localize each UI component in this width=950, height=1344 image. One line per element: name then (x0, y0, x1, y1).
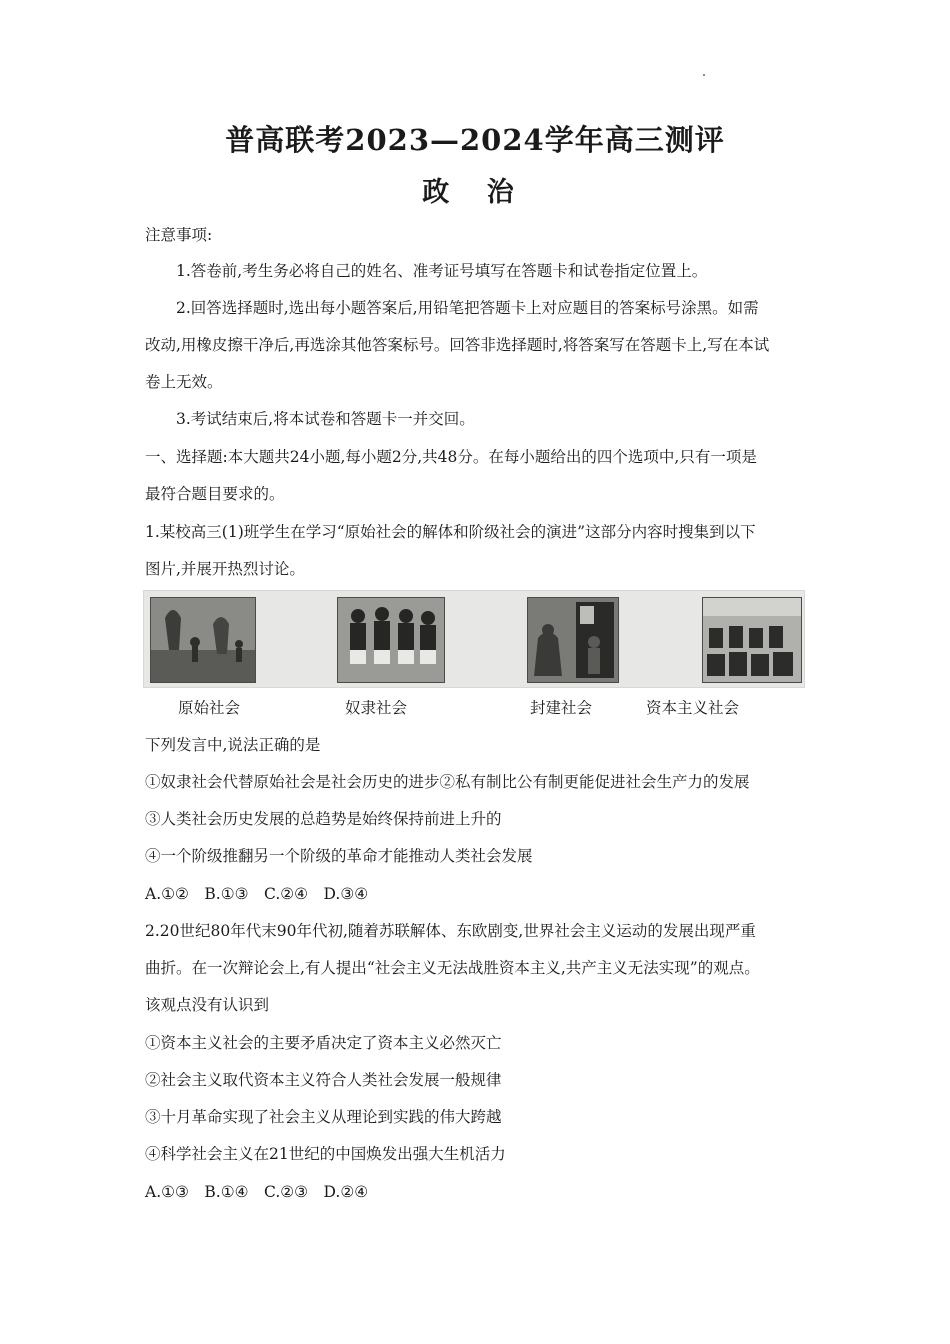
notice-heading: 注意事项: (145, 226, 213, 244)
question-2-stem: 2.20世纪80年代末90年代初,随着苏联解体、东欧剧变,世界社会主义运动的发展出现严重 (145, 922, 756, 940)
caption-feudal-society: 封建社会 (530, 699, 593, 717)
section-instructions: 一、选择题:本大题共24小题,每小题2分,共48分。在每小题给出的四个选项中,只有一项是 (145, 448, 757, 466)
question-2-stem-cont: 曲折。在一次辩论会上,有人提出“社会主义无法战胜资本主义,共产主义无法实现”的观点。 (145, 959, 760, 977)
exam-title: 普高联考2023—2024学年高三测评 (225, 123, 725, 157)
notice-item-1: 1.答卷前,考生务必将自己的姓名、准考证号填写在答题卡和试卷指定位置上。 (176, 262, 708, 280)
history-image-strip (143, 590, 805, 688)
primitive-society-image (150, 597, 256, 683)
question-2-choices: A.①③ B.①④ C.②③ D.②④ (145, 1183, 369, 1201)
question-2-option-3: ③十月革命实现了社会主义从理论到实践的伟大跨越 (145, 1108, 502, 1126)
slave-society-image (337, 597, 445, 683)
caption-capitalist-society: 资本主义社会 (646, 699, 740, 717)
question-2-option-2: ②社会主义取代资本主义符合人类社会发展一般规律 (145, 1071, 502, 1089)
question-2-option-4: ④科学社会主义在21世纪的中国焕发出强大生机活力 (145, 1145, 506, 1163)
question-1-stem-cont: 图片,并展开热烈讨论。 (145, 560, 305, 578)
question-1-option-line-1: ①奴隶社会代替原始社会是社会历史的进步②私有制比公有制更能促进社会生产力的发展 (145, 773, 750, 791)
question-2-stem-cont2: 该观点没有认识到 (145, 996, 270, 1014)
notice-item-2-cont: 改动,用橡皮擦干净后,再选涂其他答案标号。回答非选择题时,将答案写在答题卡上,写在本试 (145, 336, 770, 354)
question-1-stem: 1.某校高三(1)班学生在学习“原始社会的解体和阶级社会的演进”这部分内容时搜集到以下 (145, 523, 756, 541)
subject-title: 政 治 (422, 177, 528, 208)
question-1-prompt: 下列发言中,说法正确的是 (145, 736, 321, 754)
feudal-society-image (527, 597, 619, 683)
caption-slave-society: 奴隶社会 (345, 699, 408, 717)
question-1-option-line-3: ④一个阶级推翻另一个阶级的革命才能推动人类社会发展 (145, 847, 533, 865)
caption-primitive-society: 原始社会 (178, 699, 241, 717)
section-instructions-cont: 最符合题目要求的。 (145, 485, 285, 503)
notice-item-3: 3.考试结束后,将本试卷和答题卡一并交回。 (176, 410, 475, 428)
notice-item-2-cont2: 卷上无效。 (145, 373, 223, 391)
scan-dot (703, 74, 705, 76)
capitalist-society-image (702, 597, 802, 683)
question-2-option-1: ①资本主义社会的主要矛盾决定了资本主义必然灭亡 (145, 1034, 502, 1052)
question-1-choices: A.①② B.①③ C.②④ D.③④ (145, 885, 369, 903)
notice-item-2: 2.回答选择题时,选出每小题答案后,用铅笔把答题卡上对应题目的答案标号涂黑。如需 (176, 299, 759, 317)
question-1-option-line-2: ③人类社会历史发展的总趋势是始终保持前进上升的 (145, 810, 502, 828)
